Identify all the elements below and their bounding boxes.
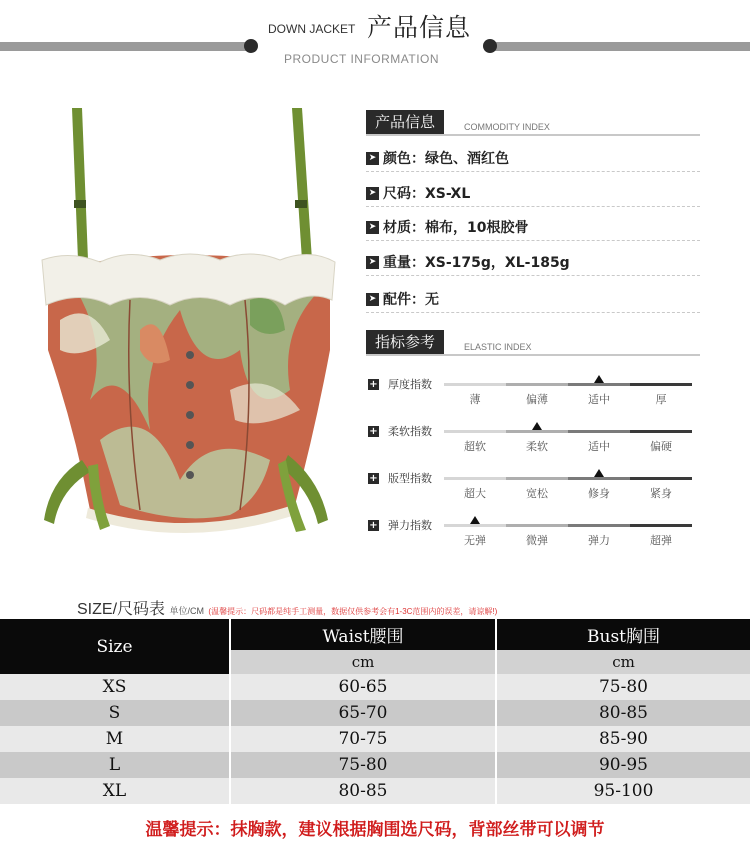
- waist-unit: cm: [230, 650, 496, 674]
- index-name: 厚度指数: [388, 378, 432, 391]
- index-label: 弹力: [588, 534, 610, 547]
- product-image: [30, 100, 350, 570]
- commodity-rule: [366, 134, 700, 136]
- index-label: 薄: [469, 393, 481, 406]
- scale-segment: [506, 430, 568, 433]
- header-title-cn: 产品信息: [367, 13, 472, 42]
- scale-segment: [630, 477, 692, 480]
- col-waist-header: Waist腰围: [230, 619, 496, 650]
- info-row-accessories: [366, 287, 700, 313]
- index-label: 紧身: [650, 487, 672, 500]
- index-scale-bar: [444, 477, 692, 480]
- table-row: [0, 778, 750, 804]
- scale-segment: [568, 524, 630, 527]
- header-rule-right: [490, 42, 750, 51]
- size-cell: M: [105, 729, 124, 749]
- size-title-text: SIZE/尺码表: [77, 601, 166, 618]
- scale-segment: [444, 430, 506, 433]
- waist-cell: 65-70: [230, 700, 496, 726]
- tip-text: 温馨提示：抹胸款，建议根据胸围选尺码，背部丝带可以调节: [145, 820, 605, 840]
- size-unit: 单位/CM: [169, 606, 204, 616]
- size-cell: XL: [102, 781, 127, 801]
- scale-segment: [444, 477, 506, 480]
- index-label: 偏薄: [526, 393, 548, 406]
- scale-segment: [506, 477, 568, 480]
- scale-segment: [630, 430, 692, 433]
- header-rule-left: [0, 42, 250, 51]
- arrow-icon: ➤: [366, 256, 379, 269]
- table-row: [0, 674, 750, 700]
- index-scale-bar: [444, 383, 692, 386]
- elastic-section-header: [366, 330, 700, 354]
- index-label: 超大: [464, 487, 486, 500]
- info-row-weight: [366, 250, 700, 276]
- scale-segment: [444, 383, 506, 386]
- index-label: 微弹: [526, 534, 548, 547]
- corset-illustration-icon: [30, 100, 350, 570]
- info-text: 材质：棉布，10根胶骨: [383, 220, 529, 236]
- index-marker-icon: [470, 516, 480, 524]
- bust-unit: cm: [496, 650, 750, 674]
- elastic-tag: 指标参考: [366, 330, 444, 354]
- bust-cell: 90-95: [496, 752, 750, 778]
- index-name: 柔软指数: [388, 425, 432, 438]
- scale-segment: [506, 383, 568, 386]
- waist-cell: 60-65: [230, 674, 496, 700]
- waist-cell: 70-75: [230, 726, 496, 752]
- scale-segment: [506, 524, 568, 527]
- index-marker-icon: [594, 375, 604, 383]
- info-text: 配件：无: [383, 292, 439, 308]
- waist-cell: 75-80: [230, 752, 496, 778]
- elastic-tag-en: ELASTIC INDEX: [464, 342, 532, 352]
- index-label: 偏硬: [650, 440, 672, 453]
- arrow-icon: ➤: [366, 221, 379, 234]
- bust-cell: 80-85: [496, 700, 750, 726]
- table-row: [0, 726, 750, 752]
- index-marker-icon: [532, 422, 542, 430]
- size-cell: XS: [102, 677, 127, 697]
- info-row-color: [366, 146, 700, 172]
- arrow-icon: ➤: [366, 293, 379, 306]
- scale-segment: [568, 430, 630, 433]
- index-label: 适中: [588, 440, 610, 453]
- arrow-icon: ➤: [366, 152, 379, 165]
- index-marker-icon: [594, 469, 604, 477]
- elastic-rule: [366, 354, 700, 356]
- index-row: [366, 473, 700, 513]
- col-size-header: Size: [0, 619, 230, 674]
- index-label: 超软: [464, 440, 486, 453]
- size-chart-title: [77, 596, 497, 619]
- header-title-en: DOWN JACKET: [268, 22, 356, 36]
- waist-cell: 80-85: [230, 778, 496, 804]
- index-name: 弹力指数: [388, 519, 432, 532]
- plus-icon: +: [369, 473, 378, 484]
- index-scale-bar: [444, 524, 692, 527]
- commodity-tag: 产品信息: [366, 110, 444, 134]
- scale-segment: [568, 383, 630, 386]
- info-row-material: [366, 215, 700, 241]
- size-cell: L: [108, 755, 121, 775]
- plus-icon: +: [369, 426, 378, 437]
- index-row: [366, 520, 700, 560]
- index-label: 修身: [588, 487, 610, 500]
- scale-segment: [630, 524, 692, 527]
- bust-cell: 75-80: [496, 674, 750, 700]
- size-note: (温馨提示：尺码都是纯手工测量，数据仅供参考会有1-3C范围内的误差，请谅解!): [208, 607, 498, 616]
- bust-cell: 95-100: [496, 778, 750, 804]
- index-name: 版型指数: [388, 472, 432, 485]
- index-scale-bar: [444, 430, 692, 433]
- index-row: [366, 426, 700, 466]
- info-row-size: [366, 181, 700, 207]
- header-dot-right: [483, 39, 497, 53]
- index-label: 无弹: [464, 534, 486, 547]
- info-text: 重量：XS-175g，XL-185g: [383, 255, 570, 271]
- scale-segment: [568, 477, 630, 480]
- index-label: 超弹: [650, 534, 672, 547]
- scale-segment: [444, 524, 506, 527]
- commodity-section-header: [366, 110, 700, 134]
- index-label: 柔软: [526, 440, 548, 453]
- header-subtitle: PRODUCT INFORMATION: [284, 52, 440, 66]
- size-cell: S: [108, 703, 121, 723]
- plus-icon: +: [369, 379, 378, 390]
- table-row: [0, 700, 750, 726]
- col-bust-header: Bust胸围: [496, 619, 750, 650]
- index-label: 厚: [655, 393, 667, 406]
- scale-segment: [630, 383, 692, 386]
- commodity-tag-en: COMMODITY INDEX: [464, 122, 550, 132]
- arrow-icon: ➤: [366, 187, 379, 200]
- index-label: 适中: [588, 393, 610, 406]
- bust-cell: 85-90: [496, 726, 750, 752]
- info-text: 颜色：绿色、酒红色: [383, 151, 509, 167]
- index-row: [366, 379, 700, 419]
- header-dot-left: [244, 39, 258, 53]
- index-label: 宽松: [526, 487, 548, 500]
- size-table: [0, 619, 750, 804]
- info-text: 尺码：XS-XL: [383, 186, 471, 202]
- plus-icon: +: [369, 520, 378, 531]
- table-row: [0, 752, 750, 778]
